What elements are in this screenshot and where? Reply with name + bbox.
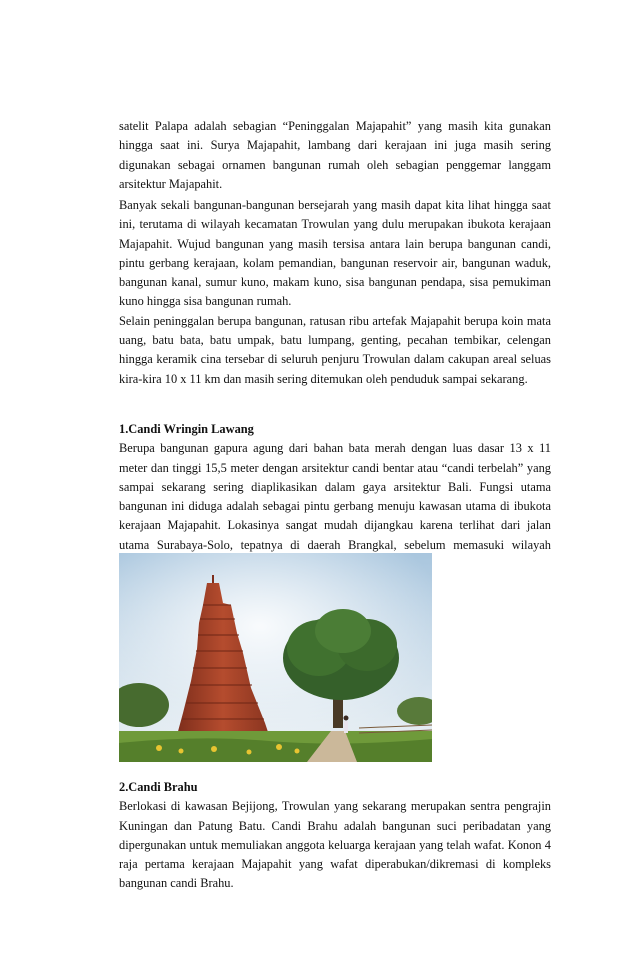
temple-illustration	[119, 553, 432, 762]
paragraph-satelit-palapa: satelit Palapa adalah sebagian “Peninggalan Majapahit” yang masih kita gunakan hingga saat ini. Surya Majapahit, lambang dari kerajaan ini juga masih sering digunakan sebagai ornamen bangunan rumah oleh sebagian penggemar langgam arsitektur Majapahit.	[119, 119, 551, 191]
section-body: Berlokasi di kawasan Bejijong, Trowulan yang sekarang merupakan sentra pengrajin Kuningan dan Patung Batu. Candi Brahu adalah bangunan suci peribadatan yang dipergunakan untuk memuliakan anggota keluarga kerajaan yang telah wafat. Konon 4 raja pertama kerajaan Majapahit yang wafat diperabukan/dikremasi di kompleks bangunan candi Brahu.	[119, 799, 551, 891]
historic-buildings-paragraphs	[119, 196, 551, 389]
intro-paragraph	[119, 117, 551, 194]
paragraph-bangunan-bersejarah: Banyak sekali bangunan-bangunan bersejarah yang masih dapat kita lihat hingga saat ini, terutama di wilayah kecamatan Trowulan yang dulu merupakan ibukota kerajaan Majapahit. Wujud bangunan yang masih tersisa antara lain berupa bangunan candi, pintu gerbang kerajaan, kolam pemandian, bangunan reservoir air, bangunan waduk, bangunan kanal, sumur kuno, makam kuno, sisa bangunan pendapa, sisa pemukiman kuno hingga sisa bangunan rumah.	[119, 198, 551, 309]
section-candi-brahu	[119, 778, 551, 894]
section-heading: 2.Candi Brahu	[119, 780, 198, 794]
section-heading: 1.Candi Wringin Lawang	[119, 422, 254, 436]
candi-wringin-lawang-photo	[119, 553, 432, 762]
section-body: Berupa bangunan gapura agung dari bahan bata merah dengan luas dasar 13 x 11 meter dan tinggi 15,5 meter dengan arsitektur candi bentar atau “candi terbelah” yang sampai sekarang sering diaplikasikan dalam gaya arsitektur Bali. Fungsi utama bangunan ini diduga adalah sebagai pintu gerbang menuju kawasan utama di ibukota kerajaan Majapahit. Lokasinya sangat mudah dijangkau karena terlihat dari jalan utama Surabaya-Solo, tepatnya di daerah Brangkal, sebelum memasuki wilayah	[119, 441, 551, 552]
section-candi-wringin-lawang	[119, 420, 551, 574]
paragraph-artefak: Selain peninggalan berupa bangunan, ratusan ribu artefak Majapahit berupa koin mata uang, batu bata, batu umpak, batu lumpang, genting, pecahan tembikar, celengan hingga keramik cina tersebar di seluruh penjuru Trowulan dalam cakupan areal seluas kira-kira 10 x 11 km dan masih sering ditemukan oleh penduduk sampai sekarang.	[119, 313, 551, 386]
